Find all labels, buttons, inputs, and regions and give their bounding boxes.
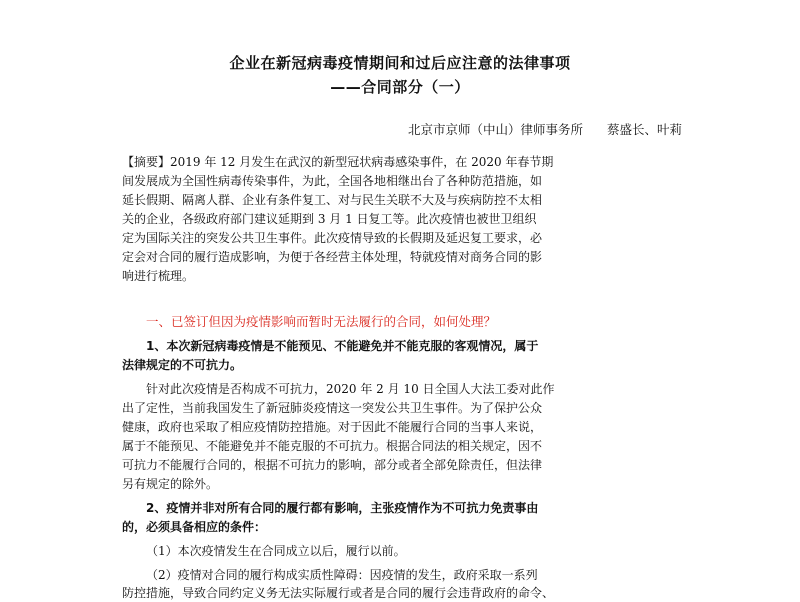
section-heading: 一、已签订但因为疫情影响而暂时无法履行的合同，如何处理？ [146,314,497,329]
abstract-line: 【摘要】2019 年 12 月发生在武汉的新型冠状病毒感染事件，在 2020 年春节期 [122,155,554,169]
condition-1: （1）本次疫情发生在合同成立以后，履行以前。 [146,544,406,558]
abstract-line: 定为国际关注的突发公共卫生事件。此次疫情导致的长假期及延迟复工要求，必 [122,231,543,245]
abstract-line: 响进行梳理。 [122,269,195,283]
abstract-line: 间发展成为全国性病毒传染事件，为此，全国各地相继出台了各种防范措施，如 [122,174,543,188]
body-line: 可抗力不能履行合同的，根据不可抗力的影响，部分或者全部免除责任，但法律 [122,458,543,472]
law-firm-name: 北京市京师（中山）律师事务所 [407,122,583,137]
body-line: 针对此次疫情是否构成不可抗力，2020 年 2 月 10 日全国人大法工委对此作 [146,382,555,396]
document-subtitle: ——合同部分（一） [330,78,470,96]
condition-2-line: 防控措施，导致合同约定义务无法实际履行或者是合同的履行会违背政府的命令、 [122,586,555,600]
author-names: 蔡盛长、叶莉 [606,122,682,137]
body-line: 另有规定的除外。 [122,477,219,491]
body-line: 属于不能预见、不能避免并不能克服的不可抗力。根据合同法的相关规定，因不 [122,439,543,453]
point-1-line: 法律规定的不可抗力。 [122,358,243,372]
body-line: 出了定性，当前我国发生了新冠肺炎疫情这一突发公共卫生事件。为了保护公众 [122,401,543,415]
body-line: 健康，政府也采取了相应疫情防控措施。对于因此不能履行合同的当事人来说， [122,420,543,434]
abstract-line: 关的企业，各级政府部门建议延期到 3 月 1 日复工等。此次疫情也被世卫组织 [122,212,537,226]
condition-2-line: （2）疫情对合同的履行构成实质性障碍：因疫情的发生，政府采取一系列 [146,568,538,582]
abstract-line: 定会对合同的履行造成影响，为便于各经营主体处理，特就疫情对商务合同的影 [122,250,543,264]
author-line [408,120,682,138]
point-1-line: 1、本次新冠病毒疫情是不能预见、不能避免并不能克服的客观情况，属于 [146,339,539,353]
point-2-line: 的，必须具备相应的条件： [122,520,267,534]
point-2-line: 2、疫情并非对所有合同的履行都有影响，主张疫情作为不可抗力免责事由 [146,501,539,515]
document-title: 企业在新冠病毒疫情期间和过后应注意的法律事项 [229,54,571,72]
abstract-line: 延长假期、隔离人群、企业有条件复工、对与民生关联不大及与疾病防控不太相 [122,193,543,207]
